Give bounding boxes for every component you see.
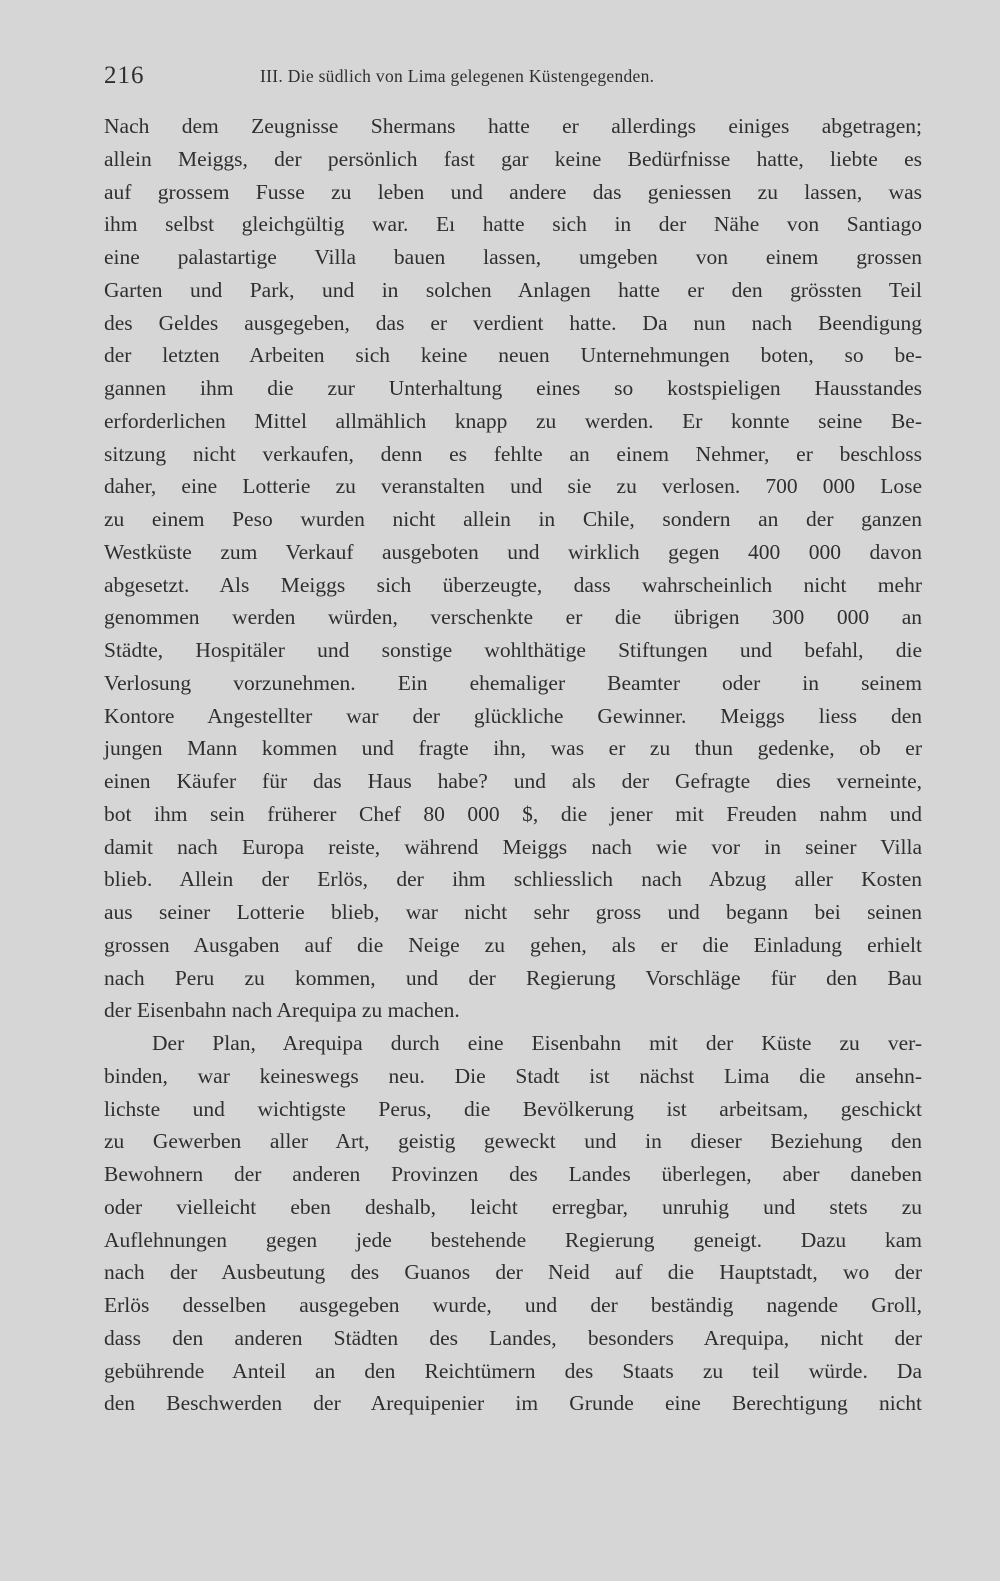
text-line: binden, war keineswegs neu. Die Stadt ist nächst Lima die ansehn-	[104, 1063, 922, 1088]
text-line: eine palastartige Villa bauen lassen, umgeben von einem grossen	[104, 245, 922, 269]
running-head: III. Die südlich von Lima gelegenen Küstengegenden.	[260, 66, 655, 86]
text-line: Nach dem Zeugnisse Shermans hatte er allerdings einiges abgetragen;	[104, 114, 922, 138]
text-line: Garten und Park, und in solchen Anlagen hatte er den grössten Teil	[104, 277, 922, 302]
text-line: Auflehnungen gegen jede bestehende Regierung geneigt. Dazu kam	[104, 1227, 922, 1252]
text-line: allein Meiggs, der persönlich fast gar keine Bedürfnisse hatte, liebte es	[104, 146, 922, 171]
text-line: nach Peru zu kommen, und der Regierung Vorschläge für den Bau	[104, 965, 922, 990]
text-line: sitzung nicht verkaufen, denn es fehlte an einem Nehmer, er beschloss	[104, 441, 922, 466]
paragraph-2	[104, 1027, 922, 1420]
text-line: oder vielleicht eben deshalb, leicht erregbar, unruhig und stets zu	[104, 1194, 922, 1219]
text-line: Der Plan, Arequipa durch eine Eisenbahn mit der Küste zu ver-	[152, 1031, 922, 1055]
text-line: daher, eine Lotterie zu veranstalten und sie zu verlosen. 700 000 Lose	[104, 474, 922, 499]
text-line: Erlös desselben ausgegeben wurde, und der beständig nagende Groll,	[104, 1293, 922, 1317]
text-line: jungen Mann kommen und fragte ihn, was er zu thun gedenke, ob er	[104, 736, 922, 761]
page-number: 216	[104, 62, 145, 89]
text-line: einen Käufer für das Haus habe? und als der Gefragte dies verneinte,	[104, 769, 922, 793]
text-line: gannen ihm die zur Unterhaltung eines so kostspieligen Hausstandes	[104, 376, 922, 400]
body-text	[104, 110, 922, 1420]
paragraph-1	[104, 110, 922, 1027]
text-line: nach der Ausbeutung des Guanos der Neid auf die Hauptstadt, wo der	[104, 1260, 922, 1285]
text-line: zu Gewerben aller Art, geistig geweckt und in dieser Beziehung den	[104, 1129, 922, 1154]
text-line: Städte, Hospitäler und sonstige wohlthätige Stiftungen und befahl, die	[104, 638, 922, 662]
text-line: lichste und wichtigste Perus, die Bevölkerung ist arbeitsam, geschickt	[104, 1096, 922, 1121]
text-line: Bewohnern der anderen Provinzen des Landes überlegen, aber daneben	[104, 1162, 922, 1186]
text-line: Verlosung vorzunehmen. Ein ehemaliger Beamter oder in seinem	[104, 670, 922, 695]
text-line: erforderlichen Mittel allmählich knapp zu werden. Er konnte seine Be-	[104, 408, 922, 433]
text-line: den Beschwerden der Arequipenier im Grunde eine Berechtigung nicht	[104, 1391, 922, 1416]
text-line: Kontore Angestellter war der glückliche Gewinner. Meiggs liess den	[104, 703, 922, 728]
text-line: bot ihm sein früherer Chef 80 000 $, die jener mit Freuden nahm und	[104, 801, 922, 826]
text-line: genommen werden würden, verschenkte er die übrigen 300 000 an	[104, 605, 922, 630]
page-header	[104, 62, 922, 94]
text-line: abgesetzt. Als Meiggs sich überzeugte, dass wahrscheinlich nicht mehr	[104, 572, 922, 597]
text-line: Westküste zum Verkauf ausgeboten und wirklich gegen 400 000 davon	[104, 539, 922, 564]
text-line: grossen Ausgaben auf die Neige zu gehen, als er die Einladung erhielt	[104, 932, 922, 957]
text-line: der letzten Arbeiten sich keine neuen Unternehmungen boten, so be-	[104, 343, 922, 368]
text-line: auf grossem Fusse zu leben und andere das geniessen zu lassen, was	[104, 179, 922, 204]
text-line: damit nach Europa reiste, während Meiggs nach wie vor in seiner Villa	[104, 834, 922, 859]
text-line: des Geldes ausgegeben, das er verdient hatte. Da nun nach Beendigung	[104, 310, 922, 335]
text-line: gebührende Anteil an den Reichtümern des Staats zu teil würde. Da	[104, 1358, 922, 1383]
text-line: zu einem Peso wurden nicht allein in Chile, sondern an der ganzen	[104, 507, 922, 531]
text-line: aus seiner Lotterie blieb, war nicht sehr gross und begann bei seinen	[104, 900, 922, 924]
text-line: blieb. Allein der Erlös, der ihm schliesslich nach Abzug aller Kosten	[104, 867, 922, 892]
text-line: dass den anderen Städten des Landes, besonders Arequipa, nicht der	[104, 1325, 922, 1350]
text-line: der Eisenbahn nach Arequipa zu machen.	[104, 998, 460, 1023]
text-line: ihm selbst gleichgültig war. Eı hatte sich in der Nähe von Santiago	[104, 212, 922, 237]
